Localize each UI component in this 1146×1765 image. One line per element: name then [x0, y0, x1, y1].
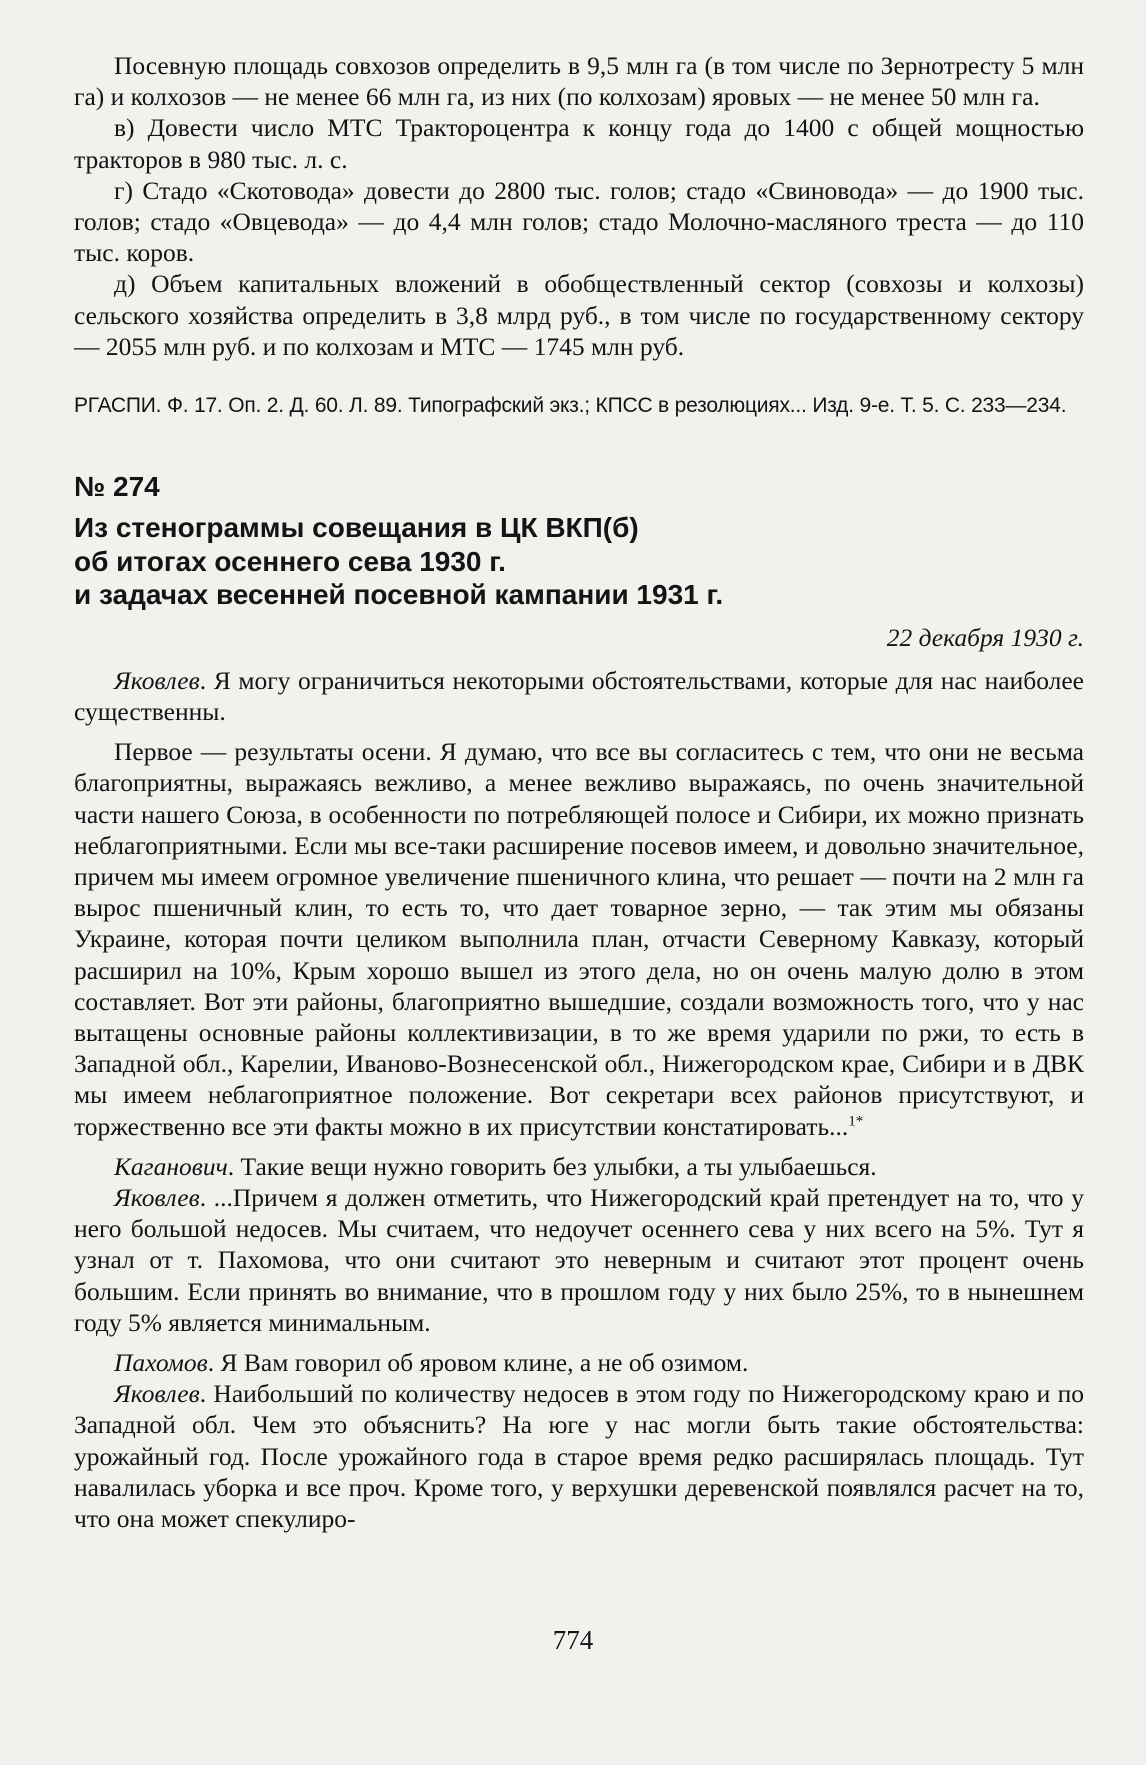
- speech-paragraph: [74, 1347, 1084, 1378]
- document-page: [74, 50, 1084, 1534]
- speech-text: Первое — результаты осени. Я думаю, что все вы согласитесь с тем, что они не весьма благоприятны, выражаясь вежливо, а менее вежливо выражаясь, по очень значительной части нашего Союза, в особенности по потребляющей полосе и Сибири, их можно признать неблагоприятными. Если мы все-таки расширение посевов имеем, и довольно значительное, причем мы имеем огромное увеличение пшеничного клина, что решает — почти на 2 млн га вырос пшеничный клин, то есть то, что дает товарное зерно, — так этим мы обязаны Украине, которая почти целиком выполнила план, отчасти Северному Кавказу, который расширил на 10%, Крым хорошо вышел из этого дела, но он очень малую долю в этом составляет. Вот эти районы, благоприятно вышедшие, создали возможность того, что у нас вытащены основные районы коллективизации, в то же время ударили по ржи, то есть в Западной обл., Карелии, Иваново-Вознесенской обл., Нижегородском крае, Сибири и в ДВК мы имеем неблагоприятное положение. Вот секретари всех районов присутствуют, и торжественно все эти факты можно в их присутствии констатировать...: [74, 737, 1084, 1141]
- document-title-line: Из стенограммы совещания в ЦК ВКП(б): [74, 512, 639, 544]
- speaker-name: Пахомов: [114, 1348, 208, 1377]
- document-title: [74, 511, 1084, 612]
- document-number: № 274: [74, 471, 160, 503]
- speech-text: . Я могу ограничиться некоторыми обстоятельствами, которые для нас наиболее существенны.: [74, 665, 1084, 726]
- page-number: 774: [552, 1625, 594, 1655]
- document-title-line: и задачах весенней посевной кампании 1931 г.: [74, 579, 724, 611]
- speech-paragraph: [74, 1378, 1084, 1534]
- speech-text: . ...Причем я должен отметить, что Нижегородский край претендует на то, что у него большой недосев. Мы считаем, что недоучет осеннего сева у них всего на 5%. Тут я узнал от т. Пахомова, что они считают это неверным и считают этот процент очень большим. Если принять во внимание, что в прошлом году у них было 25%, то в нынешнем году 5% является минимальным.: [74, 1182, 1084, 1337]
- document-title-line: об итогах осеннего сева 1930 г.: [74, 545, 506, 577]
- speech-paragraph: [74, 1151, 1084, 1182]
- document-date: 22 декабря 1930 г.: [886, 622, 1084, 652]
- speech-text: . Я Вам говорил об яровом клине, а не об озимом.: [207, 1348, 749, 1377]
- speaker-name: Яковлев: [114, 1182, 200, 1212]
- paragraph-mts: в) Довести число МТС Тракторoцентра к концу года до 1400 с общей мощностью тракторов в 980 тыс. л. с.: [74, 113, 1084, 174]
- archive-source-reference: РГАСПИ. Ф. 17. Оп. 2. Д. 60. Л. 89. Типографский экз.; КПСС в резолюциях... Изд. 9-е. Т. 5. С. 233—234.: [74, 394, 1067, 418]
- paragraph-livestock: г) Стадо «Скотовода» довести до 2800 тыс. голов; стадо «Свиновода» — до 1900 тыс. голов; стадо «Овцевода» — до 4,4 млн голов; стадо Молочно-масляного треста — до 110 тыс. коров.: [74, 175, 1084, 268]
- speech-text: . Наибольший по количеству недосев в этом году по Нижегородскому краю и по Западной обл. Чем это объяснить? На юге у нас могли быть такие обстоятельства: урожайный год. После урожайного года в старое время редко расширялась площадь. Тут навалилась уборка и все проч. Кроме того, у верхушки деревенской появлялся расчет на то, что она может спекулиро-: [74, 1379, 1084, 1534]
- speaker-name: Каганович: [114, 1151, 228, 1181]
- speaker-name: Яковлев: [114, 665, 200, 695]
- paragraph-sown-area: Посевную площадь совхозов определить в 9,5 млн га (в том числе по Зернотресту 5 млн га) и колхозов — не менее 66 млн га, из них (по колхозам) яровых — не менее 50 млн га.: [74, 51, 1084, 112]
- speech-paragraph: [74, 665, 1084, 727]
- speech-paragraph: [74, 1182, 1084, 1338]
- speech-text: . Такие вещи нужно говорить без улыбки, а ты улыбаешься.: [227, 1151, 877, 1181]
- paragraph-capital-investment: д) Объем капитальных вложений в обобществленный сектор (совхозы и колхозы) сельского хозяйства определить в 3,8 млрд руб., в том числе по государственному сектору — 2055 млн руб. и по колхозам и МТС — 1745 млн руб.: [74, 269, 1084, 361]
- speech-paragraph: [74, 736, 1084, 1142]
- footnote-marker: 1*: [848, 1113, 864, 1130]
- speaker-name: Яковлев: [114, 1379, 200, 1409]
